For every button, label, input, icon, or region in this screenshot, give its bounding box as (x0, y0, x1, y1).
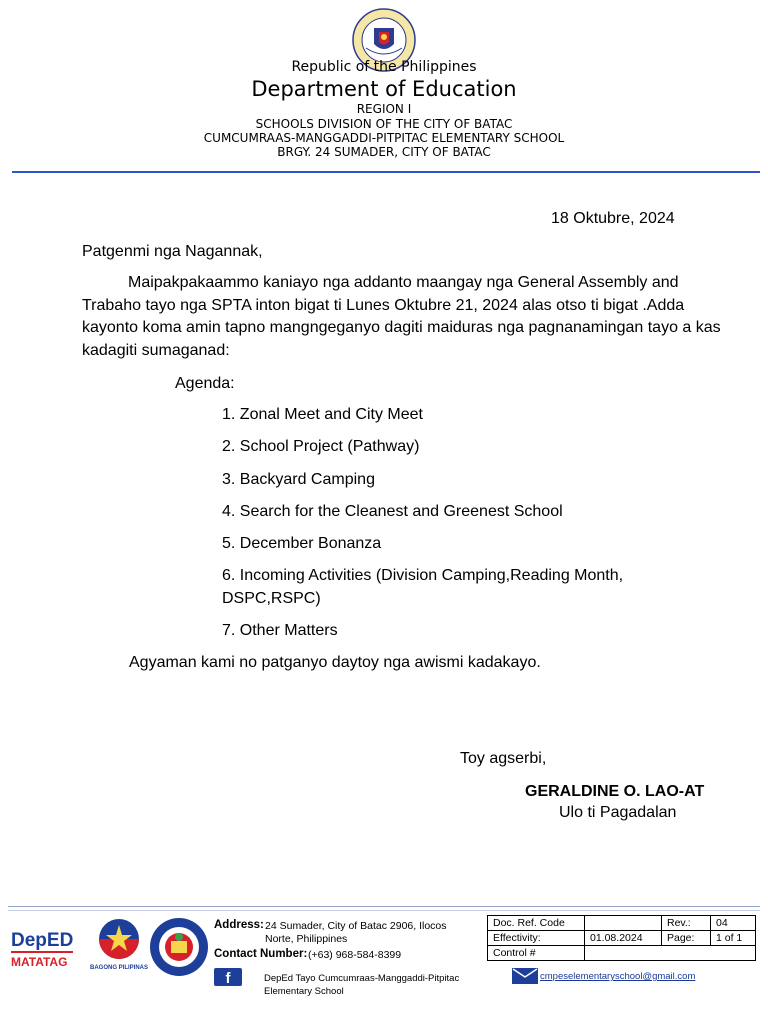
control-value (585, 946, 756, 961)
agenda-item: 1. Zonal Meet and City Meet (222, 406, 423, 423)
facebook-page-name[interactable]: DepEd Tayo Cumcumraas-Manggaddi-Pitpitac Elementary School (264, 973, 460, 997)
control-row (488, 946, 756, 961)
deped-matatag-logo (10, 920, 76, 970)
header-divider (12, 171, 760, 173)
effectivity-value: 01.08.2024 (585, 931, 662, 946)
svg-text:f: f (225, 970, 231, 986)
doc-ref-label: Doc. Ref. Code (488, 916, 585, 931)
footer-divider-secondary (8, 910, 760, 911)
complimentary-close: Toy agserbi, (460, 750, 547, 767)
letter-date: 18 Oktubre, 2024 (551, 210, 675, 227)
control-row (488, 931, 756, 946)
page-label: Page: (662, 931, 711, 946)
agenda-item: 7. Other Matters (222, 622, 338, 639)
region-line: REGION I (356, 102, 412, 116)
matatag-logo-text: MATATAG (11, 955, 68, 969)
letter-paragraph-text: Maipakpakaammo kaniayo nga addanto maangay nga General Assembly and Trabaho tayo nga SPTA inton bigat ti Lunes Oktubre 21, 2024 alas otso ti bigat .Adda kayonto koma amin tapno mangngeganyo dagiti maiduras nga pagnanamingan tayo a kas kadagiti sumaganad: (82, 274, 721, 359)
agenda-item: 3. Backyard Camping (222, 471, 375, 488)
footer-divider (8, 906, 760, 907)
document-control-table (487, 915, 756, 961)
agenda-item: 5. December Bonanza (222, 535, 382, 552)
department-title: Department of Education (251, 77, 517, 101)
letter-paragraph (82, 272, 722, 362)
email-icon[interactable] (512, 968, 538, 984)
salutation: Patgenmi nga Nagannak, (82, 243, 263, 260)
facebook-icon[interactable] (214, 968, 242, 986)
effectivity-label: Effectivity: (488, 931, 585, 946)
page-value: 1 of 1 (711, 931, 756, 946)
control-label: Control # (488, 946, 585, 961)
school-address-line: BRGY. 24 SUMADER, CITY OF BATAC (277, 145, 491, 159)
address-label: Address: (214, 919, 264, 931)
rev-label: Rev.: (662, 916, 711, 931)
rev-value: 04 (711, 916, 756, 931)
control-row (488, 916, 756, 931)
bagong-logo-text: BAGONG PILIPINAS (90, 965, 148, 971)
division-line: SCHOOLS DIVISION OF THE CITY OF BATAC (255, 117, 513, 131)
signer-position: Ulo ti Pagadalan (559, 804, 677, 821)
email-link[interactable]: cmpeselementaryschool@gmail.com (540, 971, 696, 982)
closing-thanks: Agyaman kami no patganyo daytoy nga awismi kadakayo. (129, 654, 541, 671)
contact-label: Contact Number: (214, 948, 308, 960)
agenda-item: 6. Incoming Activities (Division Camping,Reading Month, DSPC,RSPC) (222, 567, 624, 607)
republic-line: Republic of the Philippines (291, 59, 477, 75)
bagong-pilipinas-logo (90, 915, 148, 973)
doc-ref-value (585, 916, 662, 931)
contact-value: (+63) 968-584-8399 (308, 949, 402, 961)
signer-name: GERALDINE O. LAO-AT (525, 783, 705, 800)
address-value: 24 Sumader, City of Batac 2906, Ilocos Norte, Philippines (265, 920, 447, 945)
agenda-item: 2. School Project (Pathway) (222, 438, 420, 455)
school-name-line: CUMCUMRAAS-MANGGADDI-PITPITAC ELEMENTARY SCHOOL (203, 131, 565, 145)
deped-logo-text: DepED (11, 930, 74, 951)
agenda-label: Agenda: (175, 375, 235, 392)
school-seal-logo (149, 917, 209, 977)
agenda-item: 4. Search for the Cleanest and Greenest School (222, 503, 563, 520)
